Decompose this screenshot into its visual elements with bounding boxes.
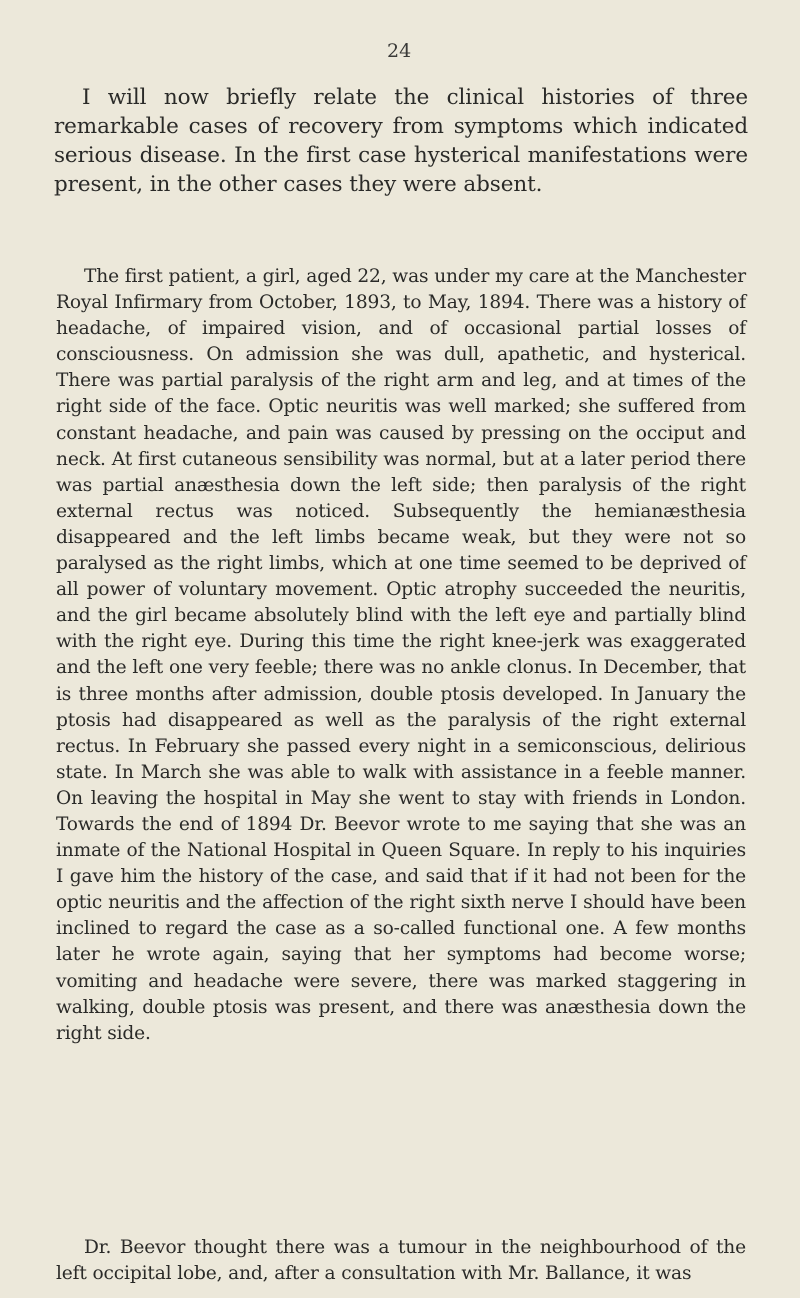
case-history-paragraph: The first patient, a girl, aged 22, was under my care at the Manchester Royal Infirmary from October, 1893, to May, 1894. There was a history of headache, of impaired vision, and of occasional partial losses of consciousness. On admission she was dull, apathetic, and hysterical. There was partial paralysis of the right arm and leg, and at times of the right side of the face. Optic neuritis was well marked; she suffered from constant headache, and pain was caused by pressing on the occiput and neck. At first cutaneous sensibility was normal, but at a later period there was partial anæsthesia down the left side; then paralysis of the right external rectus was noticed. Subsequently the hemianæsthesia disappeared and the left limbs became weak, but they were not so paralysed as the right limbs, which at one time seemed to be deprived of all power of voluntary movement. Optic atrophy succeeded the neuritis, and the girl became absolutely blind with the left eye and partially blind with the right eye. During this time the right knee-jerk was exaggerated and the left one very feeble; there was no ankle clonus. In December, that is three months after admission, double ptosis developed. In January the ptosis had disappeared as well as the paralysis of the right external rectus. In February she passed every night in a semiconscious, delirious state. In March she was able to walk with assistance in a feeble manner. On leaving the hospital in May she went to stay with friends in London. Towards the end of 1894 Dr. Beevor wrote to me saying that she was an inmate of the National Hospital in Queen Square. In reply to his inquiries I gave him the history of the case, and said that if it had not been for the optic neuritis and the affection of the right sixth nerve I should have been inclined to regard the case as a so-called functional one. A few months later he wrote again, saying that her symptoms had become worse; vomiting and headache were severe, there was marked staggering in walking, double ptosis was present, and there was anæsthesia down the right side.: [56, 266, 746, 1044]
intro-paragraph: I will now briefly relate the clinical histories of three remarkable cases of recovery from symptoms which indicated serious disease. In the first case hysterical manifestations were present, in the other cases they were absent.: [54, 85, 748, 197]
page-number: 24: [387, 40, 412, 62]
continuation-paragraph: Dr. Beevor thought there was a tumour in the neighbourhood of the left occipital lobe, and, after a consultation with Mr. Ballance, it was: [56, 1237, 746, 1285]
